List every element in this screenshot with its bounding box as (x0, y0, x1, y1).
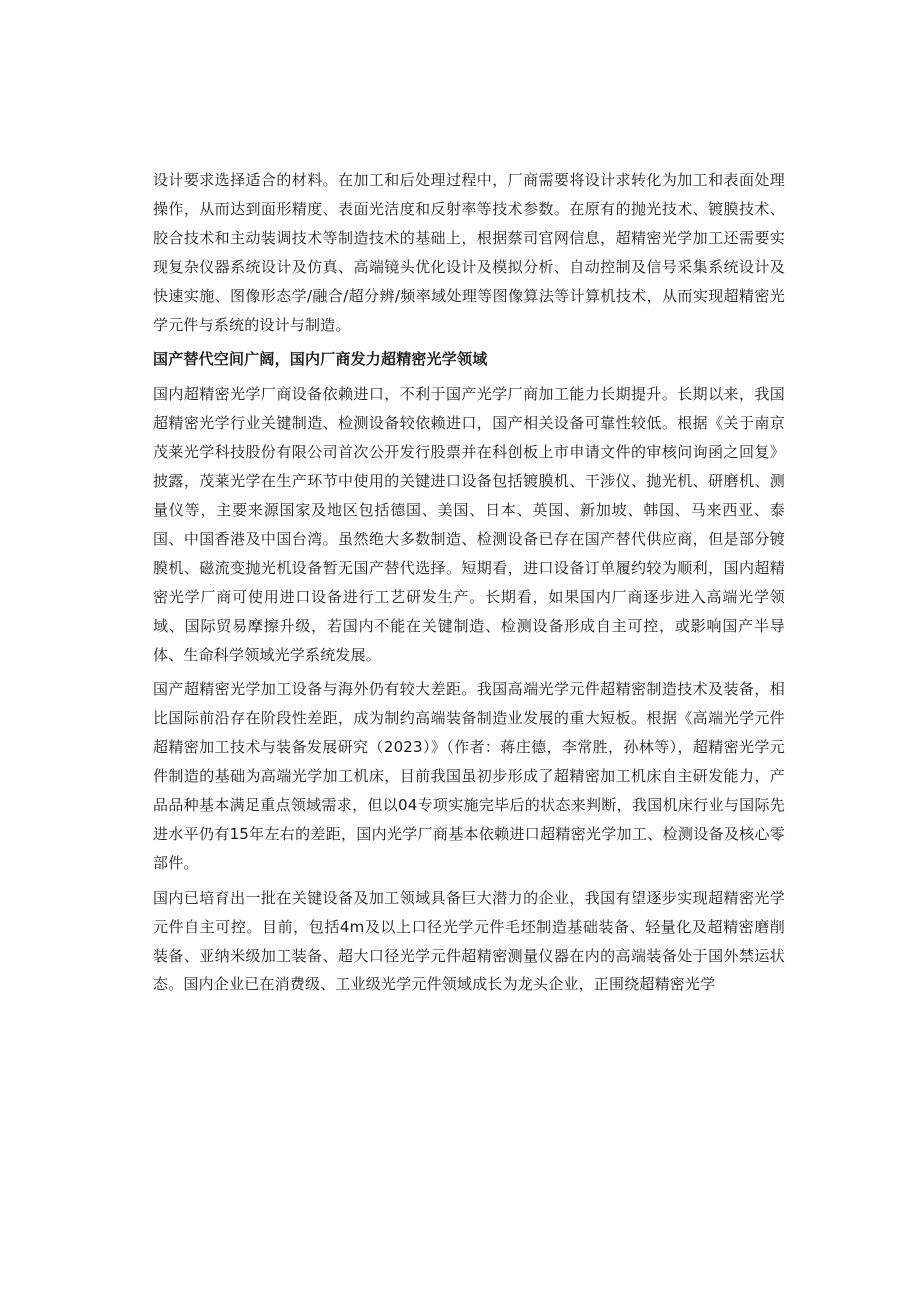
body-paragraph: 国内已培育出一批在关键设备及加工领域具备巨大潜力的企业，我国有望逐步实现超精密光学元件自主可控。目前，包括4m及以上口径光学元件毛坯制造基础装备、轻量化及超精密磨削装备、亚纳米级加工装备、超大口径光学元件超精密测量仪器在内的高端装备处于国外禁运状态。国内企业已在消费级、工业级光学元件领域成长为龙头企业，正围绕超精密光学 (153, 888, 785, 994)
section-heading: 国产替代空间广阔，国内厂商发力超精密光学领域 (153, 350, 488, 369)
body-paragraph: 国产超精密光学加工设备与海外仍有较大差距。我国高端光学元件超精密制造技术及装备，相比国际前沿存在阶段性差距，成为制约高端装备制造业发展的重大短板。根据《高端光学元件超精密加工技术与装备发展研究（2023）》（作者：蒋庄德，李常胜，孙林等），超精密光学元件制造的基础为高端光学加工机床，目前我国虽初步形成了超精密加工机床自主研发能力，产品品种基本满足重点领域需求，但以04专项实施完毕后的状态来判断，我国机床行业与国际先进水平仍有15年左右的差距，国内光学厂商基本依赖进口超精密光学加工、检测设备及核心零部件。 (153, 680, 785, 872)
body-paragraph: 设计要求选择适合的材料。在加工和后处理过程中，厂商需要将设计求转化为加工和表面处理操作，从而达到面形精度、表面光洁度和反射率等技术参数。在原有的抛光技术、镀膜技术、胶合技术和主动装调技术等制造技术的基础上，根据蔡司官网信息，超精密光学加工还需要实现复杂仪器系统设计及仿真、高端镜头优化设计及模拟分析、自动控制及信号采集系统设计及快速实施、图像形态学/融合/超分辨/频率域处理等图像算法等计算机技术，从而实现超精密光学元件与系统的设计与制造。 (153, 171, 785, 334)
document-page (153, 166, 785, 1005)
body-paragraph: 国内超精密光学厂商设备依赖进口，不利于国产光学厂商加工能力长期提升。长期以来，我国超精密光学行业关键制造、检测设备较依赖进口，国产相关设备可靠性较低。根据《关于南京茂莱光学科技股份有限公司首次公开发行股票并在科创板上市申请文件的审核问询函之回复》披露，茂莱光学在生产环节中使用的关键进口设备包括镀膜机、干涉仪、抛光机、研磨机、测量仪等，主要来源国家及地区包括德国、美国、日本、英国、新加坡、韩国、马来西亚、泰国、中国香港及中国台湾。虽然绝大多数制造、检测设备已存在国产替代供应商，但是部分镀膜机、磁流变抛光机设备暂无国产替代选择。短期看，进口设备订单履约较为顺利，国内超精密光学厂商可使用进口设备进行工艺研发生产。长期看，如果国内厂商逐步进入高端光学领域、国际贸易摩擦升级，若国内不能在关键制造、检测设备形成自主可控，或影响国产半导体、生命科学领域光学系统发展。 (153, 385, 785, 664)
